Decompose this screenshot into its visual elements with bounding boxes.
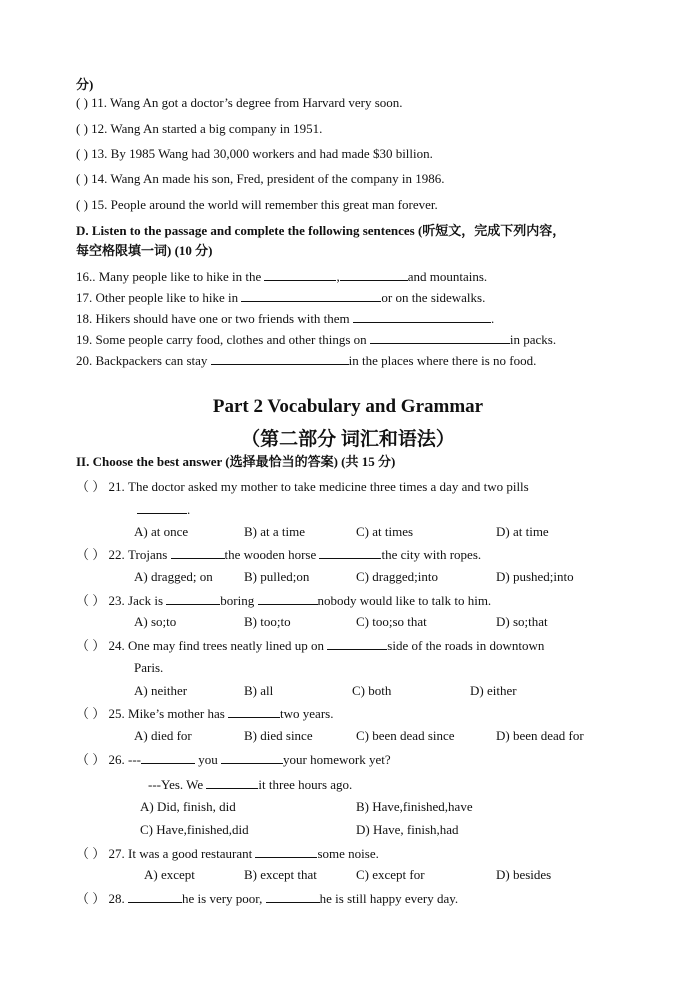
answer-paren[interactable]: （ ）: [76, 638, 106, 653]
option-b[interactable]: B) died since: [244, 728, 313, 743]
question-text: the city with ropes.: [381, 547, 482, 562]
option-c[interactable]: C) both: [352, 683, 392, 698]
question-text: 17. Other people like to hike in: [76, 290, 242, 305]
question-text: .: [490, 311, 495, 326]
option-c[interactable]: C) too;so that: [356, 614, 427, 629]
question-19: [76, 331, 556, 348]
answer-paren[interactable]: （ ）: [76, 593, 106, 608]
fill-blank[interactable]: [266, 890, 320, 903]
fill-blank[interactable]: [171, 546, 225, 559]
fill-blank[interactable]: [319, 546, 381, 559]
question-text: your homework yet?: [283, 752, 391, 767]
option-b[interactable]: B) pulled;on: [244, 569, 310, 584]
question-28: [76, 890, 458, 907]
fill-blank[interactable]: [264, 268, 336, 281]
fill-blank[interactable]: [206, 776, 258, 789]
answer-paren[interactable]: ( ): [76, 146, 88, 161]
question-text: some noise.: [317, 846, 379, 861]
question-23: [76, 592, 491, 609]
question-text: 24. One may find trees neatly lined up on: [108, 638, 328, 653]
option-a[interactable]: A) Did, finish, did: [140, 799, 236, 814]
section-ii-heading: II. Choose the best answer (选择最恰当的答案) (共 15 分): [76, 454, 396, 469]
section-d-heading: D. Listen to the passage and complete the following sentences (听短文，完成下列内容，: [76, 223, 566, 238]
question-text: side of the roads in downtown: [387, 638, 545, 653]
question-text: 12. Wang An started a big company in 1951.: [91, 121, 323, 136]
fill-blank[interactable]: [327, 637, 387, 650]
question-11: [76, 95, 403, 111]
option-d[interactable]: D) either: [470, 683, 517, 698]
question-25: [76, 705, 333, 722]
answer-paren[interactable]: ( ): [76, 197, 88, 212]
question-text: in packs.: [509, 332, 557, 347]
question-text: it three hours ago.: [258, 777, 353, 792]
option-a[interactable]: A) dragged; on: [134, 569, 213, 584]
answer-paren[interactable]: （ ）: [76, 706, 106, 721]
answer-paren[interactable]: （ ）: [76, 479, 106, 494]
option-b[interactable]: B) Have,finished,have: [356, 799, 473, 814]
question-text: 25. Mike’s mother has: [108, 706, 229, 721]
fill-blank[interactable]: [370, 331, 510, 344]
question-21-cont: [137, 501, 190, 518]
question-text: 16.. Many people like to hike in the: [76, 269, 265, 284]
fill-blank[interactable]: [141, 751, 195, 764]
section-c-score-tail: 分): [76, 77, 94, 92]
question-text: 11. Wang An got a doctor’s degree from Harvard very soon.: [91, 95, 403, 110]
option-b[interactable]: B) except that: [244, 867, 317, 882]
question-text: the wooden horse: [224, 547, 320, 562]
question-18: [76, 310, 494, 327]
answer-paren[interactable]: ( ): [76, 95, 88, 110]
fill-blank[interactable]: [166, 592, 220, 605]
option-a[interactable]: A) so;to: [134, 614, 177, 629]
question-22: [76, 546, 481, 563]
option-d[interactable]: D) besides: [496, 867, 552, 882]
fill-blank[interactable]: [137, 501, 187, 514]
question-text: you: [195, 752, 222, 767]
question-text: he is still happy every day.: [319, 891, 459, 906]
question-21: [76, 479, 529, 495]
option-b[interactable]: B) all: [244, 683, 274, 698]
question-27: [76, 845, 379, 862]
question-text: 23. Jack is: [108, 593, 167, 608]
question-text: 22. Trojans: [108, 547, 171, 562]
fill-blank[interactable]: [258, 592, 318, 605]
question-24-cont: Paris.: [134, 660, 164, 675]
question-20: [76, 352, 536, 369]
question-text: 28.: [108, 891, 129, 906]
question-14: [76, 171, 444, 187]
fill-blank[interactable]: [211, 352, 349, 365]
fill-blank[interactable]: [228, 705, 280, 718]
fill-blank[interactable]: [128, 890, 182, 903]
question-text: 19. Some people carry food, clothes and other things on: [76, 332, 370, 347]
question-17: [76, 289, 485, 306]
answer-paren[interactable]: （ ）: [76, 891, 106, 906]
answer-paren[interactable]: （ ）: [76, 846, 106, 861]
option-d[interactable]: D) been dead for: [496, 728, 584, 743]
fill-blank[interactable]: [340, 268, 408, 281]
question-text: 15. People around the world will remember this great man forever.: [91, 197, 438, 212]
part-subtitle: （第二部分 词汇和语法）: [241, 429, 455, 450]
answer-paren[interactable]: ( ): [76, 121, 88, 136]
fill-blank[interactable]: [221, 751, 283, 764]
question-text: two years.: [280, 706, 334, 721]
question-16: [76, 268, 487, 285]
answer-paren[interactable]: （ ）: [76, 547, 106, 562]
question-text: ,: [336, 269, 340, 284]
fill-blank[interactable]: [255, 845, 317, 858]
question-text: 14. Wang An made his son, Fred, president of the company in 1986.: [91, 171, 445, 186]
option-d[interactable]: D) at time: [496, 524, 549, 539]
question-26-response: [148, 776, 352, 793]
question-text: 20. Backpackers can stay: [76, 353, 211, 368]
fill-blank[interactable]: [353, 310, 491, 323]
question-text: 18. Hikers should have one or two friends with them: [76, 311, 353, 326]
question-13: [76, 146, 433, 162]
part-title: Part 2 Vocabulary and Grammar: [212, 396, 484, 417]
question-12: [76, 121, 322, 137]
option-d[interactable]: D) so;that: [496, 614, 548, 629]
option-c[interactable]: C) dragged;into: [356, 569, 438, 584]
option-d[interactable]: D) pushed;into: [496, 569, 574, 584]
question-text: 13. By 1985 Wang had 30,000 workers and had made $30 billion.: [91, 146, 433, 161]
question-text: .: [187, 502, 191, 517]
option-a[interactable]: A) died for: [134, 728, 192, 743]
answer-paren[interactable]: ( ): [76, 171, 88, 186]
option-d[interactable]: D) Have, finish,had: [356, 822, 459, 837]
question-text: ---Yes. We: [148, 777, 207, 792]
question-text: 26. ---: [108, 752, 142, 767]
option-b[interactable]: B) too;to: [244, 614, 291, 629]
option-c[interactable]: C) at times: [356, 524, 414, 539]
option-a[interactable]: A) at once: [134, 524, 189, 539]
question-text: boring: [220, 593, 258, 608]
question-24: [76, 637, 544, 654]
section-d-heading-cont: 每空格限填一词) (10 分): [76, 243, 213, 258]
answer-paren[interactable]: （ ）: [76, 752, 106, 767]
question-text: he is very poor,: [182, 891, 266, 906]
question-text: nobody would like to talk to him.: [317, 593, 492, 608]
option-a[interactable]: A) neither: [134, 683, 188, 698]
question-15: [76, 197, 438, 213]
option-c[interactable]: C) except for: [356, 867, 425, 882]
question-26: [76, 751, 391, 768]
option-c[interactable]: C) Have,finished,did: [140, 822, 249, 837]
option-c[interactable]: C) been dead since: [356, 728, 455, 743]
question-text: 21. The doctor asked my mother to take medicine three times a day and two pills: [108, 479, 529, 494]
question-text: and mountains.: [407, 269, 488, 284]
option-b[interactable]: B) at a time: [244, 524, 306, 539]
question-text: 27. It was a good restaurant: [108, 846, 256, 861]
option-a[interactable]: A) except: [144, 867, 195, 882]
question-text: or on the sidewalks.: [381, 290, 486, 305]
question-text: in the places where there is no food.: [348, 353, 537, 368]
fill-blank[interactable]: [241, 289, 381, 302]
